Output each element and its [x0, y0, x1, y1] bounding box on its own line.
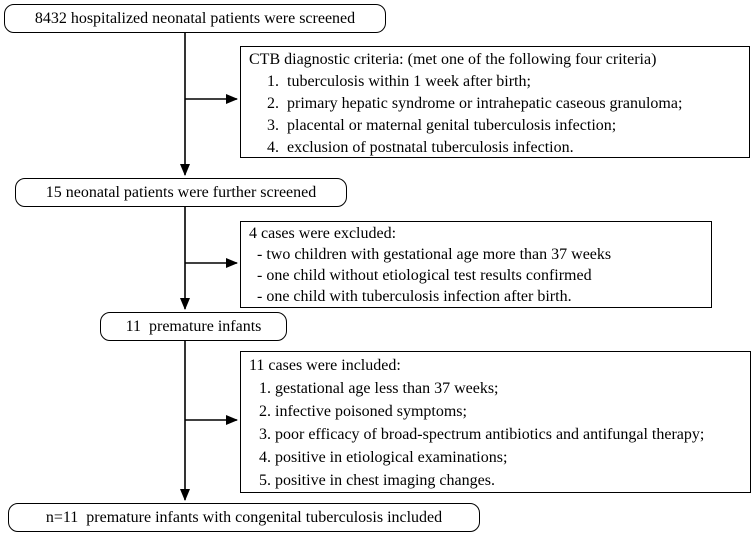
- node-excluded: [240, 221, 712, 308]
- included-title: 11 cases were included:: [249, 357, 401, 374]
- excluded-item: - two children with gestational age more than 37 weeks: [257, 246, 612, 263]
- criteria-title: CTB diagnostic criteria: (met one of the following four criteria): [249, 51, 657, 68]
- included-item: 5. positive in chest imaging changes.: [259, 472, 495, 489]
- node-premature: [100, 312, 287, 341]
- criteria-item: 1. tuberculosis within 1 week after birth;: [267, 73, 531, 90]
- node-criteria: [240, 46, 750, 158]
- node-final-label: n=11 premature infants with congenital tuberculosis included: [45, 508, 443, 526]
- criteria-item: 4. exclusion of postnatal tuberculosis infection.: [267, 139, 574, 156]
- node-premature-label: 11 premature infants: [125, 317, 262, 335]
- included-item: 1. gestational age less than 37 weeks;: [259, 380, 499, 397]
- criteria-item: 2. primary hepatic syndrome or intrahepatic caseous granuloma;: [267, 95, 683, 112]
- criteria-item: 3. placental or maternal genital tuberculosis infection;: [267, 117, 617, 134]
- excluded-list: [249, 244, 703, 307]
- node-screened: [4, 4, 386, 33]
- node-screened-label: 8432 hospitalized neonatal patients were screened: [34, 9, 356, 27]
- excluded-item: - one child with tuberculosis infection after birth.: [257, 288, 572, 305]
- node-final: [8, 503, 480, 532]
- criteria-list: [249, 71, 741, 159]
- included-item: 3. poor efficacy of broad-spectrum antibiotics and antifungal therapy;: [259, 426, 705, 443]
- included-item: 4. positive in etiological examinations;: [259, 449, 508, 466]
- node-included: [240, 351, 751, 493]
- included-item: 2. infective poisoned symptoms;: [259, 403, 467, 420]
- node-further-screened: [15, 178, 347, 207]
- node-further-screened-label: 15 neonatal patients were further screened: [45, 183, 317, 201]
- excluded-item: - one child without etiological test results confirmed: [257, 267, 592, 284]
- included-list: [249, 377, 742, 492]
- excluded-title: 4 cases were excluded:: [249, 225, 397, 242]
